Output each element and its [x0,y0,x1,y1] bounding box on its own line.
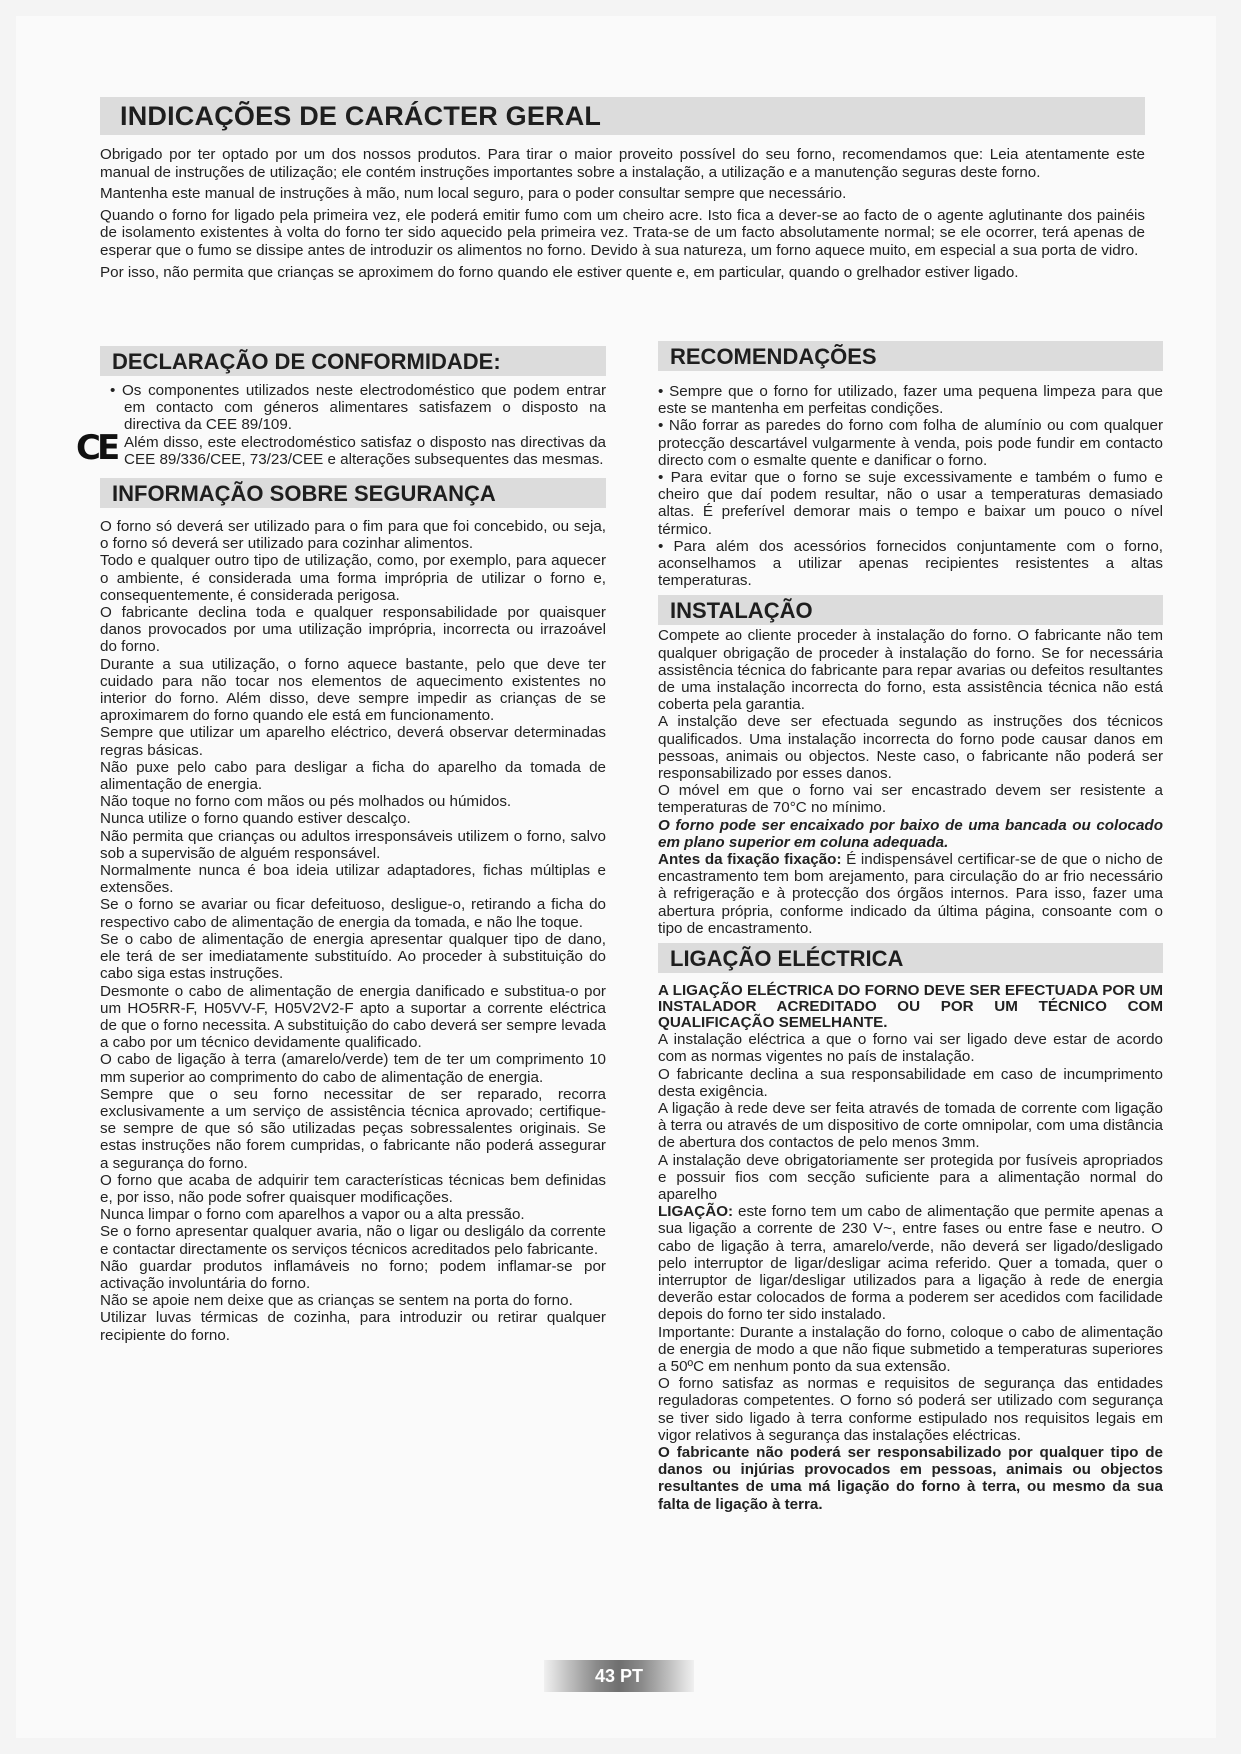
ligacao-title: LIGAÇÃO ELÉCTRICA [670,946,904,972]
declaracao-heading-bar [100,346,606,376]
declaracao-body [76,382,606,468]
ligacao-heading-bar [658,943,1163,973]
right-column [658,341,1163,1513]
instalacao-paragraph: A instalção deve ser efectuada segundo as instruções dos técnicos qualificados. Uma instalação incorrecta do forno pode causar danos em pessoas, animais ou objectos. Neste caso, o fabricante não poderá ser responsabilizado por esses danos. [658,713,1163,783]
left-column [76,346,606,1344]
ligacao-body [658,983,1163,1513]
ligacao-paragraph: A instalação deve obrigatoriamente ser protegida por fusíveis apropriados e possuir fios com secção suficiente para a alimentação normal do aparelho [658,1151,1163,1203]
instalacao-heading-bar [658,595,1163,625]
seguranca-paragraph: Normalmente nunca é boa ideia utilizar adaptadores, fichas múltiplas e extensões. [100,862,606,897]
instalacao-emphasis: O forno pode ser encaixado por baixo de uma bancada ou colocado em plano superior em coluna adequada. [658,816,1163,851]
ligacao-paragraph: A ligação à rede deve ser feita através de tomada de corrente com ligação à terra ou através de um dispositivo de corte omnipolar, com uma distância de abertura dos contactos de pelo menos 3mm. [658,1099,1163,1152]
seguranca-paragraph: Todo e qualquer outro tipo de utilização, como, por exemplo, para aquecer o ambiente, é considerada uma forma imprópria de utilizar o forno e, consequentemente, é considerada perigosa. [100,552,606,604]
instalacao-title: INSTALAÇÃO [670,598,813,624]
ligacao-paragraph: Importante: Durante a instalação do forno, coloque o cabo de alimentação de energia de modo a que não fique submetido a temperaturas superiores a 50ºC em nenhum ponto da sua extensão. [658,1323,1163,1375]
main-title: INDICAÇÕES DE CARÁCTER GERAL [120,101,602,131]
seguranca-paragraph: Não guardar produtos inflamáveis no forno; podem inflamar-se por activação involuntária do forno. [100,1257,606,1292]
page-number-badge [544,1660,694,1692]
seguranca-paragraph: Se o forno se avariar ou ficar defeituoso, desligue-o, retirando a ficha do respectivo cabo de alimentação de energia da tomada, e não lhe toque. [100,896,606,931]
seguranca-paragraph: Sempre que utilizar um aparelho eléctrico, deverá observar determinadas regras básicas. [100,724,606,759]
ligacao-paragraph: O fabricante declina a sua responsabilidade em caso de incumprimento desta exigência. [658,1065,1163,1100]
main-title-bar [100,97,1145,135]
antes-text: É indispensável certificar-se de que o nicho de encastramento tem bom arejamento, para circulação do ar frio necessário à refrigeração e à protecção dos órgãos internos. Para isso, fazer uma abertura própria, conforme indicado da última página, consoante com o tipo de encastramento. [658,851,1163,937]
seguranca-paragraph: Não se apoie nem deixe que as crianças se sentem na porta do forno. [100,1292,573,1310]
seguranca-paragraph: Utilizar luvas térmicas de cozinha, para introduzir ou retirar qualquer recipiente do forno. [100,1309,606,1344]
seguranca-body [100,518,606,1344]
instalacao-body [658,627,1163,937]
recomendacoes-bullet: • Para evitar que o forno se suje excessivamente e também o fumo e cheiro que daí podem resultar, não o usar a temperaturas demasiado altas. É preferível demorar mais o tempo e baixar um pouco o nível térmico. [658,469,1163,538]
seguranca-heading-bar [100,478,606,508]
intro-paragraph: Quando o forno for ligado pela primeira vez, ele poderá emitir fumo com um cheiro acre. Isto fica a dever-se ao facto de o agente aglutinante dos painéis de isolamento existentes à volta do forno ter sido aquecido pela primeira vez. Trata-se de um facto absolutamente normal; se ele ocorrer, terá apenas de esperar que o fumo se dissipe antes de introduzir os alimentos no forno. Devido à sua natureza, um forno aquece muito, em especial a sua porta de vidro. [100,206,1145,259]
recomendacoes-body [658,383,1163,589]
intro-paragraph: Mantenha este manual de instruções à mão, num local seguro, para o poder consultar sempre que necessário. [100,185,847,203]
instalacao-antes-paragraph [658,851,1163,937]
recomendacoes-heading-bar [658,341,1163,371]
instalacao-paragraph: O móvel em que o forno vai ser encastrado devem ser resistente a temperaturas de 70°C no mínimo. [658,782,1163,817]
declaracao-title: DECLARAÇÃO DE CONFORMIDADE: [112,349,501,374]
recomendacoes-bullet: • Para além dos acessórios fornecidos conjuntamente com o forno, aconselhamos a utilizar apenas recipientes resistentes a altas temperaturas. [658,537,1163,590]
ligacao-warning: A LIGAÇÃO ELÉCTRICA DO FORNO DEVE SER EFECTUADA POR UM INSTALADOR ACREDITADO OU POR UM TÉCNICO COM QUALIFICAÇÃO SEMELHANTE. [658,982,1163,1032]
seguranca-paragraph: Não permita que crianças ou adultos irresponsáveis utilizem o forno, salvo sob a supervisão de alguém responsável. [100,827,606,862]
intro-paragraph: Por isso, não permita que crianças se aproximem do forno quando ele estiver quente e, em particular, quando o grelhador estiver ligado. [100,263,1019,281]
intro-paragraph: Obrigado por ter optado por um dos nossos produtos. Para tirar o maior proveito possível do seu forno, recomendamos que: Leia atentamente este manual de instruções de utilização; ele contém instruções importantes sobre a instalação, a utilização e a manutenção seguras deste forno. [100,146,1145,181]
page-number: 43 PT [594,1666,644,1686]
intro-section [100,146,1145,285]
seguranca-title: INFORMAÇÃO SOBRE SEGURANÇA [112,481,496,507]
declaracao-bullet: • Os componentes utilizados neste electrodoméstico que podem entrar em contacto com géneros alimentares satisfazem o disposto na directiva da CEE 89/109. [110,382,606,434]
seguranca-paragraph: O cabo de ligação à terra (amarelo/verde) tem de ter um comprimento 10 mm superior ao comprimento do cabo de alimentação de energia. [100,1051,606,1086]
seguranca-paragraph: Desmonte o cabo de alimentação de energia danificado e substitua-o por um HO5RR-F, H05VV-F, H05V2V2-F apto a suportar a corrente eléctrica de que o forno necessita. A substituição do cabo deverá ser sempre levada a cabo por um técnico devidamente qualificado. [100,982,606,1052]
seguranca-paragraph: O fabricante declina toda e qualquer responsabilidade por quaisquer danos provocados por uma utilização imprópria, incorrecta ou irrazoável do forno. [100,604,606,656]
ligacao-label: LIGAÇÃO: [658,1203,734,1221]
seguranca-paragraph: Nunca limpar o forno com aparelhos a vapor ou a alta pressão. [100,1206,525,1224]
seguranca-paragraph: Não toque no forno com mãos ou pés molhados ou húmidos. [100,793,512,811]
seguranca-paragraph: Nunca utilize o forno quando estiver descalço. [100,810,411,828]
seguranca-paragraph: O forno que acaba de adquirir tem características técnicas bem definidas e, por isso, não pode sofrer quaisquer modificações. [100,1171,606,1206]
seguranca-paragraph: Se o cabo de alimentação de energia apresentar qualquer tipo de dano, ele terá de ser imediatamente substituído. Ao proceder à substituição do cabo siga estas instruções. [100,930,606,983]
seguranca-paragraph: Se o forno apresentar qualquer avaria, não o ligar ou desligálo da corrente e contactar directamente os serviços técnicos acreditados pelo fabricante. [100,1223,606,1258]
recomendacoes-bullet: • Sempre que o forno for utilizado, fazer uma pequena limpeza para que este se mantenha em perfeitas condições. [658,383,1163,418]
seguranca-paragraph: Não puxe pelo cabo para desligar a ficha do aparelho da tomada de alimentação de energia. [100,758,606,794]
recomendacoes-bullet: • Não forrar as paredes do forno com folha de alumínio ou com qualquer protecção descartável vulgarmente à venda, pois pode fundir em contacto directo com o esmalte quente e danificar o forno. [658,417,1163,469]
antes-label: Antes da fixação fixação: [658,851,842,869]
ligacao-text: este forno tem um cabo de alimentação que permite apenas a sua ligação a corrente de 230 V~, entre fases ou entre fase e neutro. O cabo de ligação à terra, amarelo/verde, não deverá ser ligado/desligado pelo interruptor de ligar/desligar acima referido. Quer a tomada, quer o interruptor de ligar/desligar utilizados para a ligação à rede de energia deverão estar colocados de forma a poderem ser acedidos com facilidade depois do forno ter sido instalado. [658,1203,1163,1324]
declaracao-paragraph: Além disso, este electrodoméstico satisfaz o disposto nas directivas da CEE 89/336/CEE, 73/23/CEE e alterações subsequentes das mesmas. [124,433,606,468]
seguranca-paragraph: O forno só deverá ser utilizado para o fim para que foi concebido, ou seja, o forno só deverá ser utilizado para cozinhar alimentos. [100,518,606,553]
recomendacoes-title: RECOMENDAÇÕES [670,344,877,369]
seguranca-paragraph: Sempre que o seu forno necessitar de ser reparado, recorra exclusivamente a um serviço de assistência técnica aprovado; certifique-se sempre de que só são utilizadas peças sobressalentes originais. Se estas instruções não forem cumpridas, o fabricante não poderá assegurar a segurança do forno. [100,1085,606,1172]
seguranca-paragraph: Durante a sua utilização, o forno aquece bastante, pelo que deve ter cuidado para não tocar nos elementos de aquecimento existentes no interior do forno. Além disso, deve sempre impedir as crianças de se aproximarem do forno quando ele está em funcionamento. [100,655,606,725]
ce-mark-icon: CE [76,428,117,468]
ligacao-final-warning: O fabricante não poderá ser responsabilizado por qualquer tipo de danos ou injúrias provocados em pessoas, animais ou objectos resultantes de uma má ligação do forno à terra, ou mesmo da sua falta de ligação à terra. [658,1443,1163,1513]
ligacao-cabo-paragraph [658,1203,1163,1323]
instalacao-paragraph: Compete ao cliente proceder à instalação do forno. O fabricante não tem qualquer obrigação de proceder à instalação do forno. Se for necessária assistência técnica do fabricante para repar avarias ou defeitos resultantes de uma instalação incorrecta do forno, esta assistência técnica não está coberta pela garantia. [658,627,1163,714]
ligacao-paragraph: O forno satisfaz as normas e requisitos de segurança das entidades reguladoras competentes. O forno só poderá ser utilizado com segurança se tiver sido ligado à terra conforme estipulado nos requisitos legais em vigor relativos à segurança das instalações eléctricas. [658,1375,1163,1444]
ligacao-paragraph: A instalação eléctrica a que o forno vai ser ligado deve estar de acordo com as normas vigentes no país de instalação. [658,1031,1163,1066]
